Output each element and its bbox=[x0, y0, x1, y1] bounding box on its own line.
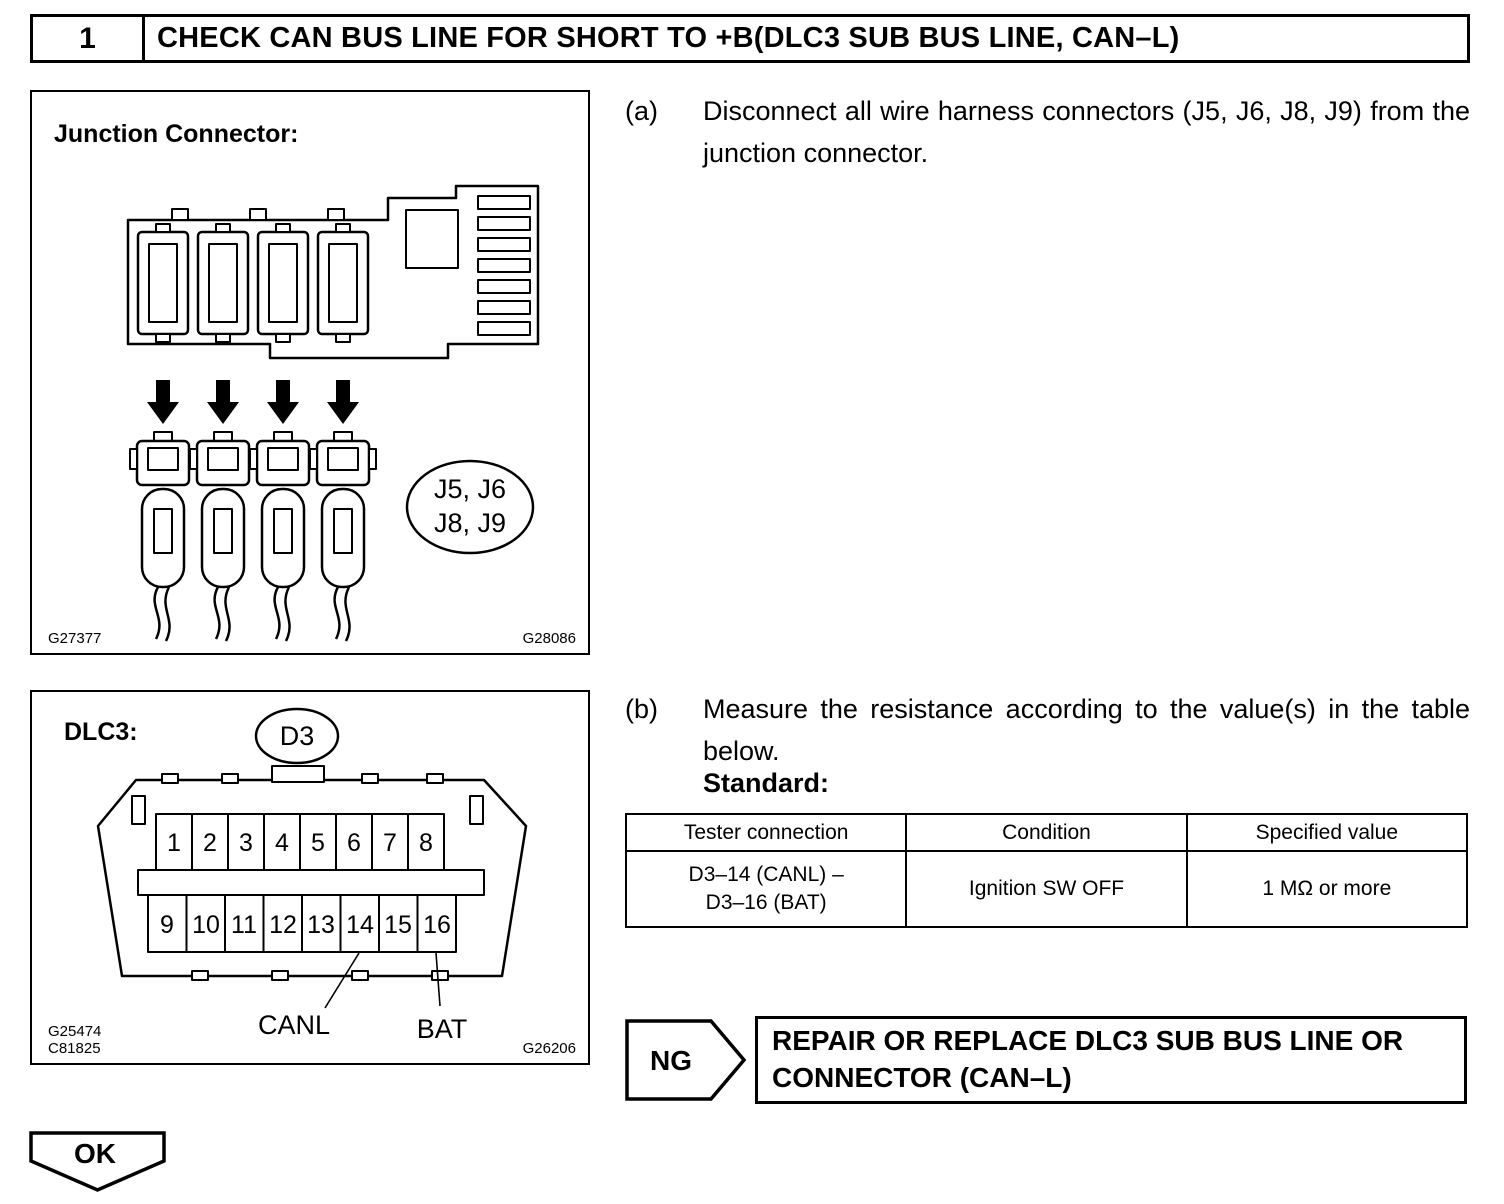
pin-label: 5 bbox=[311, 829, 325, 857]
figure-code-right: G26206 bbox=[522, 1040, 576, 1057]
junction-connector-diagram bbox=[32, 92, 588, 653]
figure-code-line: C81825 bbox=[48, 1039, 101, 1057]
ok-label: OK bbox=[74, 1138, 116, 1169]
pin-label: 14 bbox=[346, 911, 374, 939]
ng-action-box: REPAIR OR REPLACE DLC3 SUB BUS LINE OR CONNECTOR (CAN–L) bbox=[755, 1016, 1467, 1104]
tester-connection-line1: D3–14 (CANL) – bbox=[688, 862, 844, 886]
pin-label: 11 bbox=[231, 911, 257, 939]
standard-label: Standard: bbox=[703, 768, 830, 798]
junction-block bbox=[128, 186, 538, 358]
instruction-text: Disconnect all wire harness connectors (J5, J6, J8, J9) from the junction connector. bbox=[703, 96, 1470, 169]
connector-names-line2: J8, J9 bbox=[433, 508, 507, 538]
pin-label: 7 bbox=[383, 829, 397, 857]
table-header-condition: Condition bbox=[906, 814, 1186, 851]
pin-label: 6 bbox=[347, 829, 361, 857]
pin-label: 13 bbox=[307, 911, 335, 939]
step-number: 1 bbox=[33, 17, 145, 60]
dlc3-figure bbox=[30, 690, 590, 1065]
down-arrow-icon bbox=[207, 380, 239, 424]
step-header bbox=[30, 14, 1470, 63]
pin-label: 10 bbox=[192, 911, 220, 939]
junction-connector-figure bbox=[30, 90, 590, 655]
instruction-b bbox=[625, 688, 1470, 772]
figure-code-left bbox=[48, 1023, 101, 1058]
connector-slot bbox=[138, 224, 188, 342]
standard-table bbox=[625, 813, 1468, 928]
dlc3-mount-slot-left bbox=[132, 796, 145, 824]
dlc3-figure-label: DLC3: bbox=[64, 718, 138, 746]
ng-result-row bbox=[625, 1016, 1467, 1104]
pin-label: 12 bbox=[269, 911, 297, 939]
pin-label: 15 bbox=[384, 911, 412, 939]
pin-label: 4 bbox=[275, 829, 289, 857]
terminal-bars bbox=[478, 196, 530, 335]
dlc3-top-tab bbox=[272, 766, 324, 782]
instruction-marker: (b) bbox=[625, 694, 658, 724]
figure-code-left: G27377 bbox=[48, 629, 102, 647]
tester-connection-line2: D3–16 (BAT) bbox=[705, 891, 827, 914]
d3-callout-label: D3 bbox=[279, 721, 315, 751]
pin-label: 8 bbox=[419, 829, 433, 857]
wire-harness-connector bbox=[310, 432, 376, 641]
cell-condition: Ignition SW OFF bbox=[906, 851, 1186, 927]
figure-code-line: G25474 bbox=[48, 1022, 102, 1040]
wire-harness-connector bbox=[250, 432, 316, 641]
dlc3-pin-row-top bbox=[156, 814, 444, 870]
cell-specified-value: 1 MΩ or more bbox=[1187, 851, 1467, 927]
table-header-tester-connection: Tester connection bbox=[626, 814, 906, 851]
ng-pointer bbox=[625, 1019, 747, 1101]
wire-harness-connector bbox=[190, 432, 256, 641]
connector-slot bbox=[198, 224, 248, 342]
down-arrow-icon bbox=[327, 380, 359, 424]
down-arrow-icon bbox=[267, 380, 299, 424]
dlc3-center-bar bbox=[138, 870, 484, 895]
cell-tester-connection bbox=[626, 851, 906, 927]
pin-label: 2 bbox=[203, 829, 217, 857]
connector-slot bbox=[258, 224, 308, 342]
instruction-marker: (a) bbox=[625, 96, 658, 126]
pin-label: 9 bbox=[160, 911, 174, 939]
dlc3-mount-slot-right bbox=[470, 796, 483, 824]
pin-label: 1 bbox=[167, 829, 181, 857]
ng-label: NG bbox=[650, 1044, 692, 1076]
table-row bbox=[626, 851, 1467, 927]
instruction-text: Measure the resistance according to the value(s) in the table below. bbox=[703, 694, 1470, 767]
ok-pointer bbox=[28, 1130, 168, 1194]
table-header-specified-value: Specified value bbox=[1187, 814, 1467, 851]
step-title: CHECK CAN BUS LINE FOR SHORT TO +B(DLC3 SUB BUS LINE, CAN–L) bbox=[157, 22, 1180, 54]
figure-code-right: G28086 bbox=[522, 630, 576, 647]
table-header-row bbox=[626, 814, 1467, 851]
down-arrow-icon bbox=[147, 380, 179, 424]
connector-slot bbox=[318, 224, 368, 342]
bat-terminal-label: BAT bbox=[416, 1014, 468, 1044]
canl-terminal-label: CANL bbox=[257, 1010, 331, 1040]
instruction-a bbox=[625, 90, 1470, 174]
connector-names-line1: J5, J6 bbox=[433, 474, 507, 504]
wire-harness-connector bbox=[130, 432, 196, 641]
pin-label: 3 bbox=[239, 829, 253, 857]
dlc3-connector-diagram bbox=[32, 692, 588, 1063]
pin-label: 16 bbox=[423, 911, 451, 939]
junction-figure-label: Junction Connector: bbox=[54, 120, 299, 148]
